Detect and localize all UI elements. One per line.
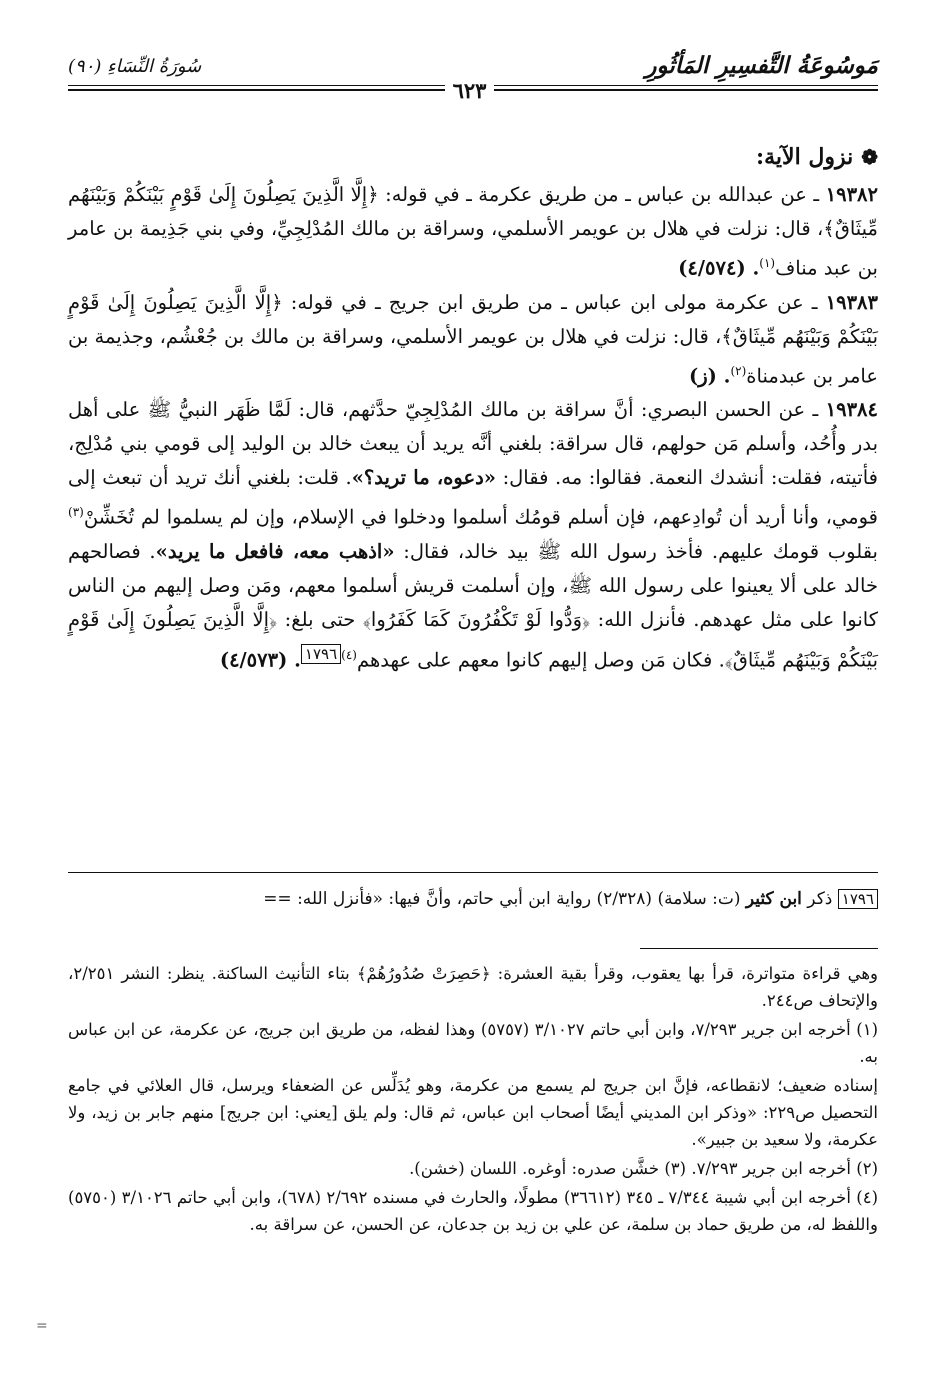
narration-number: ١٩٣٨٣ bbox=[825, 290, 878, 314]
footnote-marker: (١) bbox=[759, 256, 776, 270]
note-number-box: ١٧٩٦ bbox=[301, 644, 341, 664]
note-text: (ت: سلامة) (٢/٣٢٨) رواية ابن أبي حاتم، وأنَّ فيها: «فأنزل الله: == bbox=[263, 889, 746, 909]
narration-text: ـ عن عكرمة مولى ابن عباس ـ من طريق ابن جريج ـ في قوله: ﴿إِلَّا الَّذِينَ يَصِلُونَ إِلَىٰ قَوْمٍ بَيْنَكُمْ وَبَيْنَهُم مِّيثَاقٌ﴾، قال: نزلت في هلال بن عويمر الأسلمي، وسراقة بن مالك بن جُعْشُم، وجذيمة بن عامر بن عبدمناة bbox=[68, 290, 878, 387]
footnote-separator bbox=[640, 948, 878, 949]
footnote: وهي قراءة متواترة، قرأ بها يعقوب، وقرأ بقية العشرة: ﴿حَصِرَتْ صُدُورُهُمْ﴾ بتاء التأنيث الساكنة. ينظر: النشر ٢/٢٥١، والإتحاف ص٢٤٤. bbox=[68, 964, 878, 1010]
section-heading bbox=[68, 140, 878, 174]
footnote: إسناده ضعيف؛ لانقطاعه، فإنَّ ابن جريج لم يسمع من عكرمة، وهو يُدَلِّس عن الضعفاء ويرسل، قال العلائي في جامع التحصيل ص٢٢٩: «وذكر ابن المديني أيضًا أصحاب ابن عباس، ثم قال: ولم يلق [يعني: ابن جريج] منهم جابر بن زيد، ولا عكرمة، ولا سعيد بن جبير». bbox=[68, 1076, 878, 1149]
note-prefix: ذكر bbox=[801, 889, 838, 909]
narration-text: . فصالحهم خالد على ألا يعينوا على رسول الله ﷺ، وإن أسلمت قريش أسلموا معهم، ومَن وصل إليهم من الناس كانوا على مثل عهدهم. فأنزل الله: ﴿وَدُّوا لَوْ تَكْفُرُونَ كَمَا كَفَرُوا﴾ حتى بلغ: ﴿إِلَّا الَّذِينَ يَصِلُونَ إِلَىٰ قَوْمٍ بَيْنَكُمْ وَبَيْنَهُم مِّيثَاقٌ﴾. فكان مَن وصل إليهم كانوا معهم على عهدهم bbox=[68, 539, 878, 671]
source-reference: . (٤/٥٧٣) bbox=[219, 648, 301, 671]
book-title: مَوسُوعَةُ التَّفسِيرِ المَأثُورِ bbox=[645, 52, 878, 79]
narration-number: ١٩٣٨٤ bbox=[825, 398, 878, 421]
page-number-wrap bbox=[0, 78, 939, 103]
footnote-marker: (٣) bbox=[68, 505, 84, 519]
prophet-quote: «دعوه، ما تريد؟» bbox=[351, 466, 496, 489]
footnote-marker: (٤) bbox=[341, 647, 357, 662]
narration bbox=[68, 286, 878, 394]
source-reference: . (ز) bbox=[689, 364, 731, 387]
side-mark: = bbox=[36, 1318, 48, 1334]
page-number: ٦٢٣ bbox=[445, 78, 495, 103]
narration-number: ١٩٣٨٢ bbox=[825, 183, 878, 206]
surah-title: سُورَةُ النِّسَاءِ (٩٠) bbox=[68, 56, 202, 77]
note-number-box: ١٧٩٦ bbox=[838, 889, 878, 909]
section-heading-label: نزول الآية: bbox=[756, 144, 854, 170]
flower-ornament-icon: ❁ bbox=[861, 145, 878, 169]
note-separator bbox=[68, 872, 878, 873]
footnote: (١) أخرجه ابن جرير ٧/٢٩٣، وابن أبي حاتم ٣/١٠٢٧ (٥٧٥٧) وهذا لفظه، من طريق ابن جريج، عن عكرمة، عن ابن عباس به. bbox=[68, 1020, 878, 1066]
commentary-note bbox=[30, 886, 878, 912]
prophet-quote: «اذهب معه، فافعل ما يريد» bbox=[155, 539, 395, 563]
main-text bbox=[68, 140, 878, 677]
narration-text: بقلوب قومك عليهم. فأخذ رسول الله ﷺ بيد خالد، فقال: bbox=[394, 539, 878, 563]
source-reference: . (٤/٥٧٤) bbox=[678, 256, 760, 280]
note-author: ابن كثير bbox=[745, 889, 802, 909]
footnote: (٤) أخرجه ابن أبي شيبة ٧/٣٤٤ ـ ٣٤٥ (٣٦٦١٢) مطولًا، والحارث في مسنده ٢/٦٩٢ (٦٧٨)، وابن أبي حاتم ٣/١٠٢٦ (٥٧٥٠) واللفظ له، من طريق حماد بن سلمة، عن علي بن زيد بن جدعان، عن الحسن، عن سراقة به. bbox=[68, 1188, 878, 1234]
footnote: (٢) أخرجه ابن جرير ٧/٢٩٣. (٣) خشَّن صدره: أوغره. اللسان (خشن). bbox=[409, 1159, 878, 1178]
footnotes bbox=[68, 960, 878, 1240]
narration-text: ـ عن عبدالله بن عباس ـ من طريق عكرمة ـ في قوله: ﴿إِلَّا الَّذِينَ يَصِلُونَ إِلَىٰ قَوْمٍ بَيْنَكُمْ وَبَيْنَهُم مِّيثَاقٌ﴾، قال: نزلت في هلال بن عويمر الأسلمي، وسراقة بن مالك المُدْلِجِيِّ، وفي بني جَذِيمة بن عامر بن عبد مناف bbox=[68, 183, 878, 280]
footnote-marker: (٢) bbox=[730, 363, 747, 378]
narration-text: . قلت: بلغني أنك تريد أن تبعث إلى قومي، وأنا أريد أن تُوادِعهم، فإن أسلم قومُك أسلموا ودخلوا في الإسلام، وإن لم يسلموا لم تُخَشِّنْ bbox=[68, 466, 878, 529]
narration-text: ـ عن الحسن البصري: أنَّ سراقة بن مالك المُدْلِجِيّ حدَّثهم، قال: لَمَّا ظَهَر النبيُّ ﷺ على أهل بدر وأُحُد، وأسلم مَن حولهم، قال سراقة: بلغني أنَّه يريد أن يبعث خالد بن الوليد إلى قومي بني مُدْلِج، فأتيته، فقلت: أنشدك النعمة. فقالوا: مه. فقال: bbox=[68, 398, 878, 489]
narration bbox=[68, 178, 878, 286]
narration bbox=[68, 393, 878, 677]
